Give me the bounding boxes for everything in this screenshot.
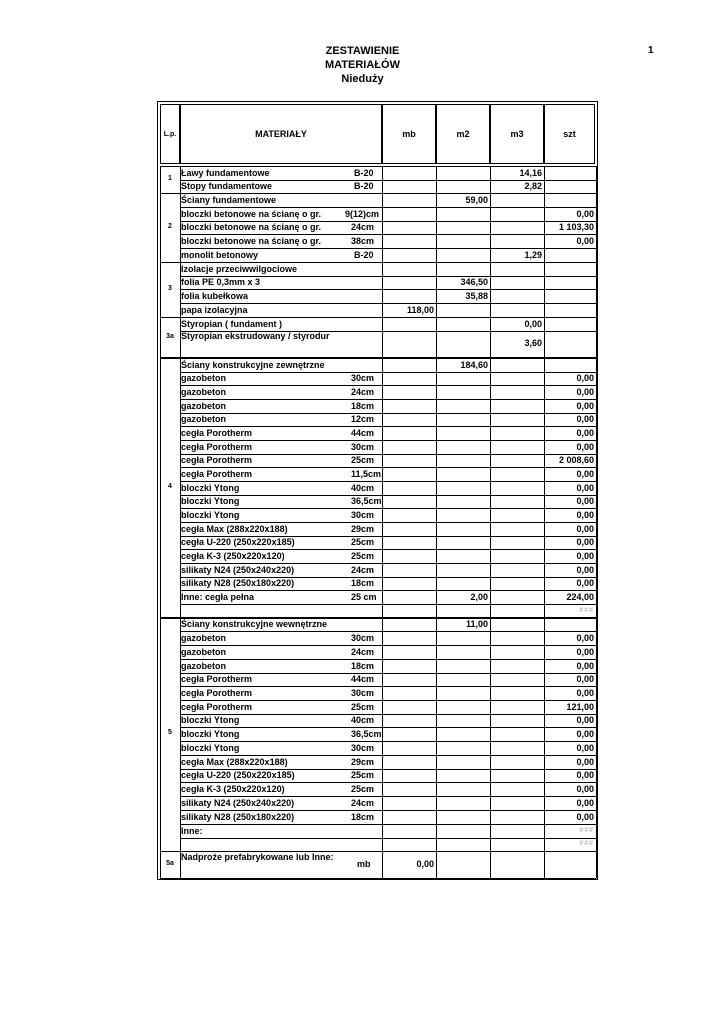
material-spec: 25 cm (351, 592, 377, 602)
material-label: gazobeton (181, 647, 226, 657)
material-spec: 24cm (351, 798, 375, 808)
material-label: Inne: (181, 826, 203, 836)
material-label: Ściany fundamentowe (181, 195, 277, 205)
material-label: silikaty N28 (250x180x220) (181, 812, 295, 822)
material-label: bloczki betonowe na ścianę o gr. (181, 222, 322, 232)
grid-line (180, 700, 596, 701)
material-label: bloczki Ytong (181, 715, 240, 725)
group-number: 4 (168, 483, 172, 490)
value-szt: 0,00 (576, 414, 594, 424)
value-szt: 0,00 (576, 757, 594, 767)
value-szt: ### (579, 607, 594, 614)
grid-line (180, 508, 596, 509)
material-spec: 24cm (351, 565, 375, 575)
value-szt: 0,00 (576, 483, 594, 493)
value-szt: 0,00 (576, 428, 594, 438)
grid-line (180, 481, 596, 482)
group-number: 3a (166, 333, 174, 340)
material-spec: 36,5cm (351, 729, 382, 739)
material-spec: 25cm (351, 770, 375, 780)
grid-line (180, 755, 596, 756)
value-szt: 0,00 (576, 551, 594, 561)
material-label: monolit betonowy (181, 250, 258, 260)
value-szt: 0,00 (576, 387, 594, 397)
grid-line (160, 617, 596, 618)
material-label: cegła Max (288x220x188) (181, 757, 288, 767)
material-label: Ściany konstrukcyjne wewnętrzne (181, 619, 328, 629)
header-m2: m2 (436, 104, 490, 164)
value-m2: 59,00 (465, 195, 488, 205)
grid-line (160, 878, 596, 879)
material-spec: 30cm (351, 510, 375, 520)
group-number: 1 (168, 175, 172, 182)
material-label: Izolacje przeciwwilgociowe (181, 264, 298, 274)
grid-line (180, 426, 596, 427)
header-m3: m3 (490, 104, 544, 164)
document-title (250, 44, 475, 86)
material-spec: 25cm (351, 537, 375, 547)
material-spec: 25cm (351, 551, 375, 561)
material-spec: mb (357, 859, 371, 869)
grid-line (160, 358, 596, 359)
value-szt: 0,00 (576, 661, 594, 671)
value-m3: 3,60 (524, 338, 542, 348)
material-spec: 18cm (351, 401, 375, 411)
grid-line (180, 467, 596, 468)
grid-line (180, 495, 596, 496)
value-szt: 0,00 (576, 442, 594, 452)
grid-line (180, 399, 596, 400)
grid-line (180, 810, 596, 811)
material-label: gazobeton (181, 661, 226, 671)
grid-line (180, 645, 596, 646)
value-m2: 2,00 (470, 592, 488, 602)
material-spec: 44cm (351, 674, 375, 684)
value-szt: 0,00 (576, 674, 594, 684)
material-spec: 30cm (351, 688, 375, 698)
grid-line (180, 824, 596, 825)
value-szt: 0,00 (576, 784, 594, 794)
material-label: Inne: cegła pełna (181, 592, 255, 602)
material-label: folia kubełkowa (181, 291, 249, 301)
value-szt: 0,00 (576, 688, 594, 698)
grid-line (160, 317, 596, 318)
material-label: silikaty N24 (250x240x220) (181, 798, 295, 808)
value-szt: 0,00 (576, 812, 594, 822)
value-m3: 14,16 (519, 168, 542, 178)
material-label: bloczki Ytong (181, 729, 240, 739)
value-szt: ### (579, 827, 594, 834)
group-number: 2 (168, 223, 172, 230)
grid-line (180, 289, 596, 290)
material-label: Stopy fundamentowe (181, 181, 273, 191)
material-spec: 36,5cm (351, 496, 382, 506)
material-spec: 30cm (351, 743, 375, 753)
material-label: cegła Porotherm (181, 702, 253, 712)
value-szt: 0,00 (576, 565, 594, 575)
material-label: Ławy fundamentowe (181, 168, 270, 178)
material-spec: 40cm (351, 483, 375, 493)
grid-line (180, 522, 596, 523)
material-label: Styropian ekstrudowany / styrodur (181, 331, 330, 341)
grid-line (180, 440, 596, 441)
grid-line (180, 714, 596, 715)
grid-line (180, 782, 596, 783)
grid-line (596, 166, 597, 878)
value-m3: 0,00 (524, 319, 542, 329)
material-label: bloczki Ytong (181, 743, 240, 753)
material-spec: B-20 (354, 181, 374, 191)
material-label: silikaty N28 (250x180x220) (181, 578, 295, 588)
value-szt: 0,00 (576, 510, 594, 520)
value-szt: 224,00 (566, 592, 594, 602)
value-szt: 0,00 (576, 373, 594, 383)
group-number: 5 (168, 729, 172, 736)
material-spec: 25cm (351, 702, 375, 712)
value-m3: 1,29 (524, 250, 542, 260)
value-szt: 0,00 (576, 236, 594, 246)
value-szt: 2 008,60 (558, 455, 594, 465)
value-szt: 0,00 (576, 743, 594, 753)
material-label: bloczki Ytong (181, 483, 240, 493)
header-mb: mb (382, 104, 436, 164)
material-spec: 25cm (351, 455, 375, 465)
value-mb: 0,00 (416, 859, 434, 869)
material-label: bloczki Ytong (181, 510, 240, 520)
grid-line (180, 590, 596, 591)
grid-line (180, 248, 596, 249)
value-szt: 0,00 (576, 578, 594, 588)
value-szt: 0,00 (576, 729, 594, 739)
material-label: bloczki Ytong (181, 496, 240, 506)
material-label: Nadproże prefabrykowane lub Inne: (181, 852, 334, 862)
material-label: cegła U-220 (250x220x185) (181, 537, 295, 547)
value-szt: ### (579, 840, 594, 847)
grid-line (180, 413, 596, 414)
material-spec: B-20 (354, 168, 374, 178)
material-spec: 38cm (351, 236, 375, 246)
value-szt: 0,00 (576, 209, 594, 219)
grid-line (180, 234, 596, 235)
material-label: cegła Porotherm (181, 455, 253, 465)
material-spec: 29cm (351, 757, 375, 767)
material-spec: 11,5cm (351, 469, 382, 479)
material-spec: 30cm (351, 442, 375, 452)
material-label: bloczki betonowe na ścianę o gr. (181, 236, 322, 246)
header-szt: szt (544, 104, 595, 164)
material-label: gazobeton (181, 414, 226, 424)
grid-line (160, 193, 596, 194)
material-spec: 30cm (351, 633, 375, 643)
value-szt: 0,00 (576, 537, 594, 547)
material-label: cegła K-3 (250x220x120) (181, 551, 285, 561)
material-spec: 24cm (351, 387, 375, 397)
value-szt: 0,00 (576, 524, 594, 534)
group-number: 3 (168, 285, 172, 292)
grid-line (180, 686, 596, 687)
grid-line (180, 385, 596, 386)
value-szt: 1 103,30 (558, 222, 594, 232)
material-label: cegła Porotherm (181, 688, 253, 698)
material-label: cegła Porotherm (181, 674, 253, 684)
value-m3: 2,82 (524, 181, 542, 191)
value-mb: 118,00 (406, 305, 434, 315)
grid-line (180, 741, 596, 742)
material-spec: 29cm (351, 524, 375, 534)
material-spec: 44cm (351, 428, 375, 438)
grid-line (180, 372, 596, 373)
title-line-3: Nieduży (341, 73, 384, 85)
grid-line (180, 727, 596, 728)
value-szt: 0,00 (576, 401, 594, 411)
value-m2: 346,50 (460, 277, 488, 287)
material-label: gazobeton (181, 633, 226, 643)
material-label: silikaty N24 (250x240x220) (181, 565, 295, 575)
grid-line (180, 207, 596, 208)
value-szt: 0,00 (576, 798, 594, 808)
grid-line (180, 549, 596, 550)
value-m2: 184,60 (460, 360, 488, 370)
material-spec: 24cm (351, 222, 375, 232)
material-spec: 18cm (351, 812, 375, 822)
value-m2: 11,00 (465, 619, 488, 629)
material-spec: 40cm (351, 715, 375, 725)
material-label: cegła Porotherm (181, 428, 253, 438)
material-label: folia PE 0,3mm x 3 (181, 277, 261, 287)
material-spec: 25cm (351, 784, 375, 794)
grid-line (180, 631, 596, 632)
grid-line (160, 166, 596, 167)
grid-line (180, 838, 596, 839)
material-spec: B-20 (354, 250, 374, 260)
page-number: 1 (648, 45, 654, 56)
material-spec: 30cm (351, 373, 375, 383)
material-spec: 9(12)cm (345, 209, 380, 219)
header-lp: L.p. (160, 104, 180, 164)
material-label: gazobeton (181, 401, 226, 411)
grid-line (160, 166, 161, 878)
value-szt: 0,00 (576, 469, 594, 479)
value-szt: 0,00 (576, 770, 594, 780)
material-label: bloczki betonowe na ścianę o gr. (181, 209, 322, 219)
value-szt: 121,00 (566, 702, 594, 712)
material-label: gazobeton (181, 387, 226, 397)
material-spec: 24cm (351, 647, 375, 657)
title-line-1: ZESTAWIENIE (325, 45, 400, 57)
material-spec: 12cm (351, 414, 375, 424)
group-number: 5a (166, 860, 174, 867)
material-spec: 18cm (351, 578, 375, 588)
material-label: cegła K-3 (250x220x120) (181, 784, 285, 794)
material-label: cegła Max (288x220x188) (181, 524, 288, 534)
value-szt: 0,00 (576, 715, 594, 725)
grid-line (160, 262, 596, 263)
value-szt: 0,00 (576, 647, 594, 657)
material-label: Ściany konstrukcyjne zewnętrzne (181, 360, 325, 370)
value-m2: 35,88 (465, 291, 488, 301)
material-label: cegła U-220 (250x220x185) (181, 770, 295, 780)
value-szt: 0,00 (576, 633, 594, 643)
material-spec: 18cm (351, 661, 375, 671)
grid-line (180, 563, 596, 564)
grid-line (180, 659, 596, 660)
material-label: papa izolacyjna (181, 305, 248, 315)
grid-line (180, 604, 596, 605)
material-label: gazobeton (181, 373, 226, 383)
value-szt: 0,00 (576, 496, 594, 506)
title-line-2: MATERIAŁÓW (325, 59, 400, 71)
material-label: cegła Porotherm (181, 442, 253, 452)
material-label: Styropian ( fundament ) (181, 319, 282, 329)
header-materials: MATERIAŁY (180, 104, 382, 164)
grid-line (180, 796, 596, 797)
material-label: cegła Porotherm (181, 469, 253, 479)
grid-line (180, 303, 596, 304)
